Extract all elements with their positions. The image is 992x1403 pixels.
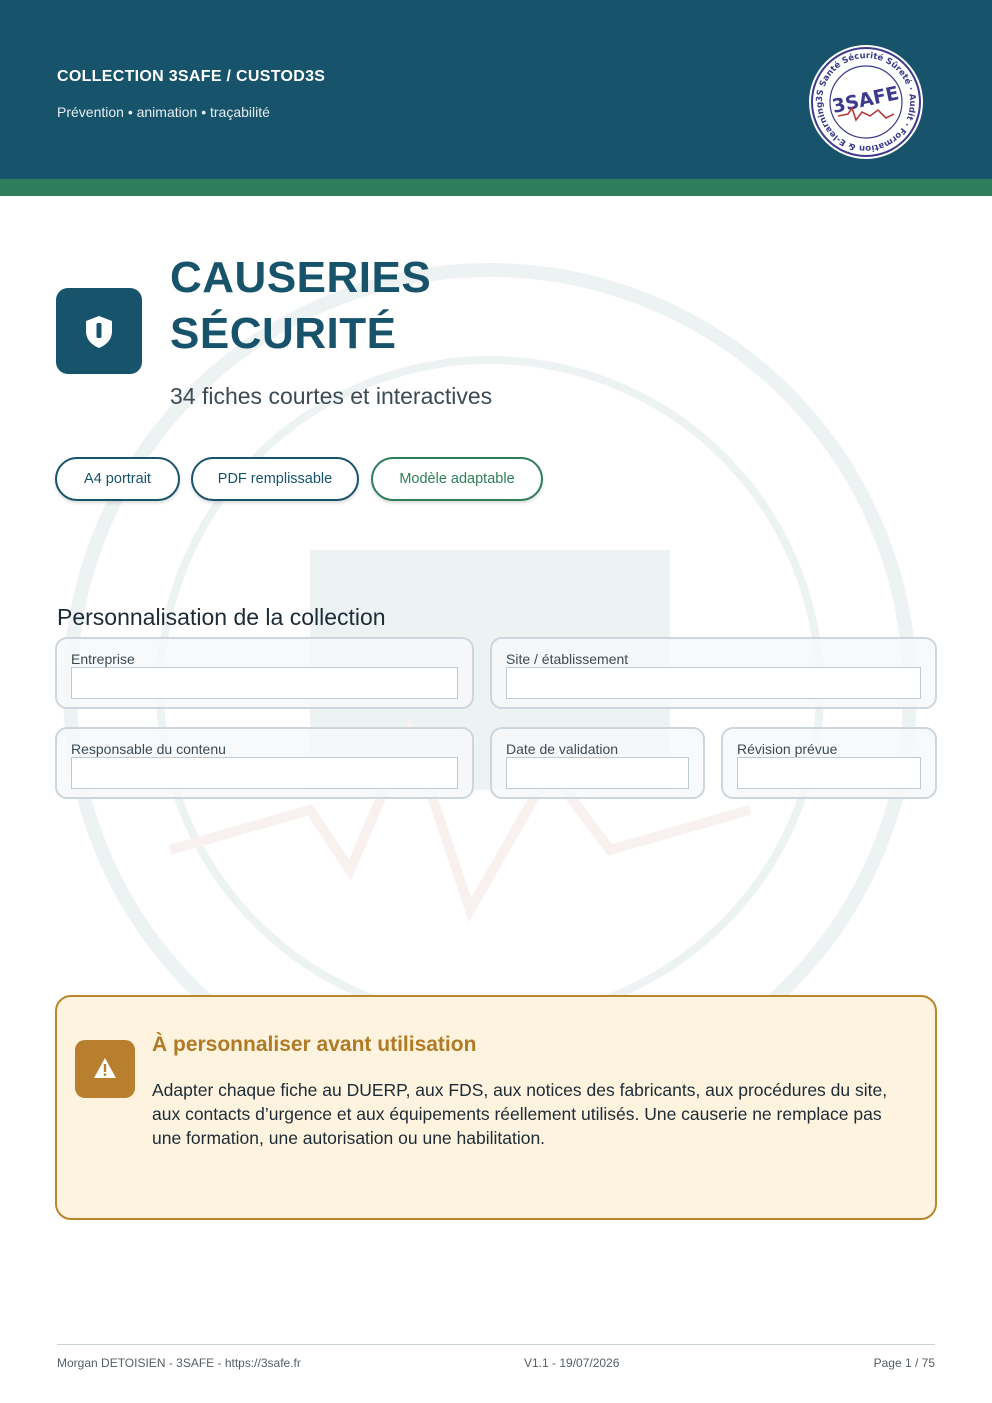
collection-title: COLLECTION 3SAFE / CUSTOD3S bbox=[57, 68, 326, 85]
seal-ring-text: 3S Santé Sécurité Sûreté · Audit · Formation & E-learning bbox=[814, 50, 918, 154]
collection-subtitle: Prévention • animation • traçabilité bbox=[57, 104, 270, 120]
site-input[interactable] bbox=[506, 667, 921, 699]
tag-pdf-fillable: PDF remplissable bbox=[191, 457, 359, 501]
hero-title bbox=[170, 250, 431, 362]
field-label: Date de validation bbox=[506, 741, 619, 757]
shield-icon bbox=[84, 315, 114, 349]
tag-adaptable-template: Modèle adaptable bbox=[371, 457, 543, 501]
field-responsable bbox=[55, 727, 474, 799]
tag-a4-portrait: A4 portrait bbox=[55, 457, 180, 501]
field-label: Révision prévue bbox=[737, 741, 838, 757]
form-section-title: Personnalisation de la collection bbox=[57, 604, 386, 630]
footer-page-number: Page 1 / 75 bbox=[873, 1356, 935, 1370]
field-label: Site / établissement bbox=[506, 651, 629, 667]
seal-brand: 3SAFE bbox=[830, 82, 901, 118]
field-entreprise bbox=[55, 637, 474, 709]
hero-title-line2: SÉCURITÉ bbox=[170, 309, 397, 358]
warning-panel bbox=[55, 995, 937, 1220]
entreprise-input[interactable] bbox=[71, 667, 458, 699]
footer-divider bbox=[57, 1344, 935, 1345]
field-site bbox=[490, 637, 937, 709]
warning-body: Adapter chaque fiche au DUERP, aux FDS, aux notices des fabricants, aux procédures du site, aux contacts d’urgence et aux équipements réellement utilisés. Une causerie ne remplace pas une formation, une autorisation ou une habilitation. bbox=[152, 1080, 888, 1148]
field-date-validation bbox=[490, 727, 705, 799]
header-stripe bbox=[0, 179, 992, 196]
warning-title: À personnaliser avant utilisation bbox=[152, 1033, 477, 1056]
revision-input[interactable] bbox=[737, 757, 921, 789]
footer-version: V1.1 - 19/07/2026 bbox=[524, 1356, 620, 1370]
footer-author: Morgan DETOISIEN - 3SAFE - https://3safe.fr bbox=[57, 1356, 301, 1370]
date-validation-input[interactable] bbox=[506, 757, 689, 789]
warning-badge bbox=[75, 1040, 135, 1098]
hero-subtitle: 34 fiches courtes et interactives bbox=[170, 383, 493, 409]
field-revision bbox=[721, 727, 937, 799]
field-label: Responsable du contenu bbox=[71, 741, 226, 757]
shield-badge bbox=[56, 288, 142, 374]
hero-title-line1: CAUSERIES bbox=[170, 253, 432, 302]
responsable-input[interactable] bbox=[71, 757, 458, 789]
field-label: Entreprise bbox=[71, 651, 135, 667]
brand-seal-logo bbox=[808, 44, 924, 160]
warning-triangle-icon bbox=[93, 1057, 117, 1079]
